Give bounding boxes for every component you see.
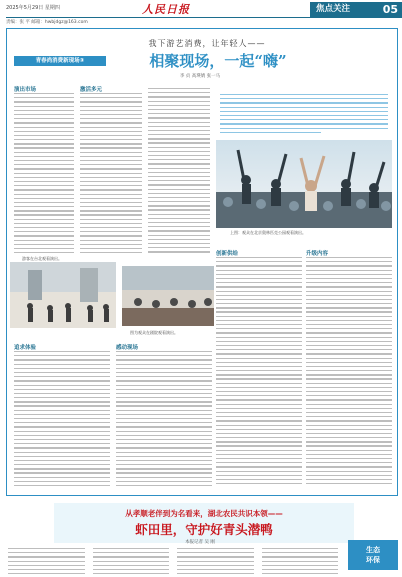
- column-subhead: 演出市场: [14, 87, 37, 93]
- promo-badge: 生态 环保: [348, 540, 398, 570]
- column-subhead: 追求体验: [14, 345, 37, 351]
- concert-photo: [216, 140, 392, 228]
- header-rule: [6, 17, 402, 18]
- article-title: 相聚现场，一起“嗨”: [149, 52, 287, 70]
- masthead-logo: 人民日报: [142, 3, 190, 16]
- column-subhead: 激活多元: [80, 87, 103, 93]
- text-column: [80, 93, 142, 258]
- section-tab: [310, 2, 402, 17]
- text-column: [148, 88, 210, 260]
- audience-photo: [122, 266, 214, 326]
- column-subhead: 升级内容: [306, 251, 329, 257]
- bottom-title: 虾田里，守护好青头潜鸭: [135, 522, 273, 537]
- column-subhead: 创新供给: [216, 251, 239, 257]
- bottom-byline: 本报记者 吴 刚: [185, 540, 215, 545]
- text-column: [306, 257, 392, 492]
- bottom-kicker: 从孝顺老伴到为名看来，湖北农民共识本领——: [125, 509, 283, 518]
- photo-caption: 上图：观众在北京奥林匹克公园观看演出。: [230, 230, 306, 235]
- section-name: 焦点关注: [316, 4, 351, 14]
- street-photo: [10, 262, 116, 328]
- photo-caption: 游客在台北观看演出。: [22, 256, 62, 261]
- issue-date: 2025年5月29日 星期四: [6, 5, 60, 11]
- lead-paragraph: [216, 90, 392, 142]
- text-column: [14, 351, 110, 491]
- series-banner: 青春尚消费新现场③: [14, 56, 106, 66]
- text-column: [216, 257, 302, 492]
- editor-line: 责编：张 平 邮箱：hwbjdgz@163.com: [6, 20, 88, 25]
- text-column: [14, 93, 74, 258]
- text-column: [116, 351, 212, 491]
- article-byline: 李 贞 高瑛婧 张一马: [179, 74, 221, 79]
- bottom-text-columns: [8, 548, 338, 576]
- photo-caption: 图为观众在剧院观看演出。: [130, 330, 178, 335]
- page-number: 05: [382, 3, 398, 16]
- article-kicker: 我下游艺消费，让年轻人——: [148, 39, 266, 48]
- column-subhead: 感动现场: [116, 345, 139, 351]
